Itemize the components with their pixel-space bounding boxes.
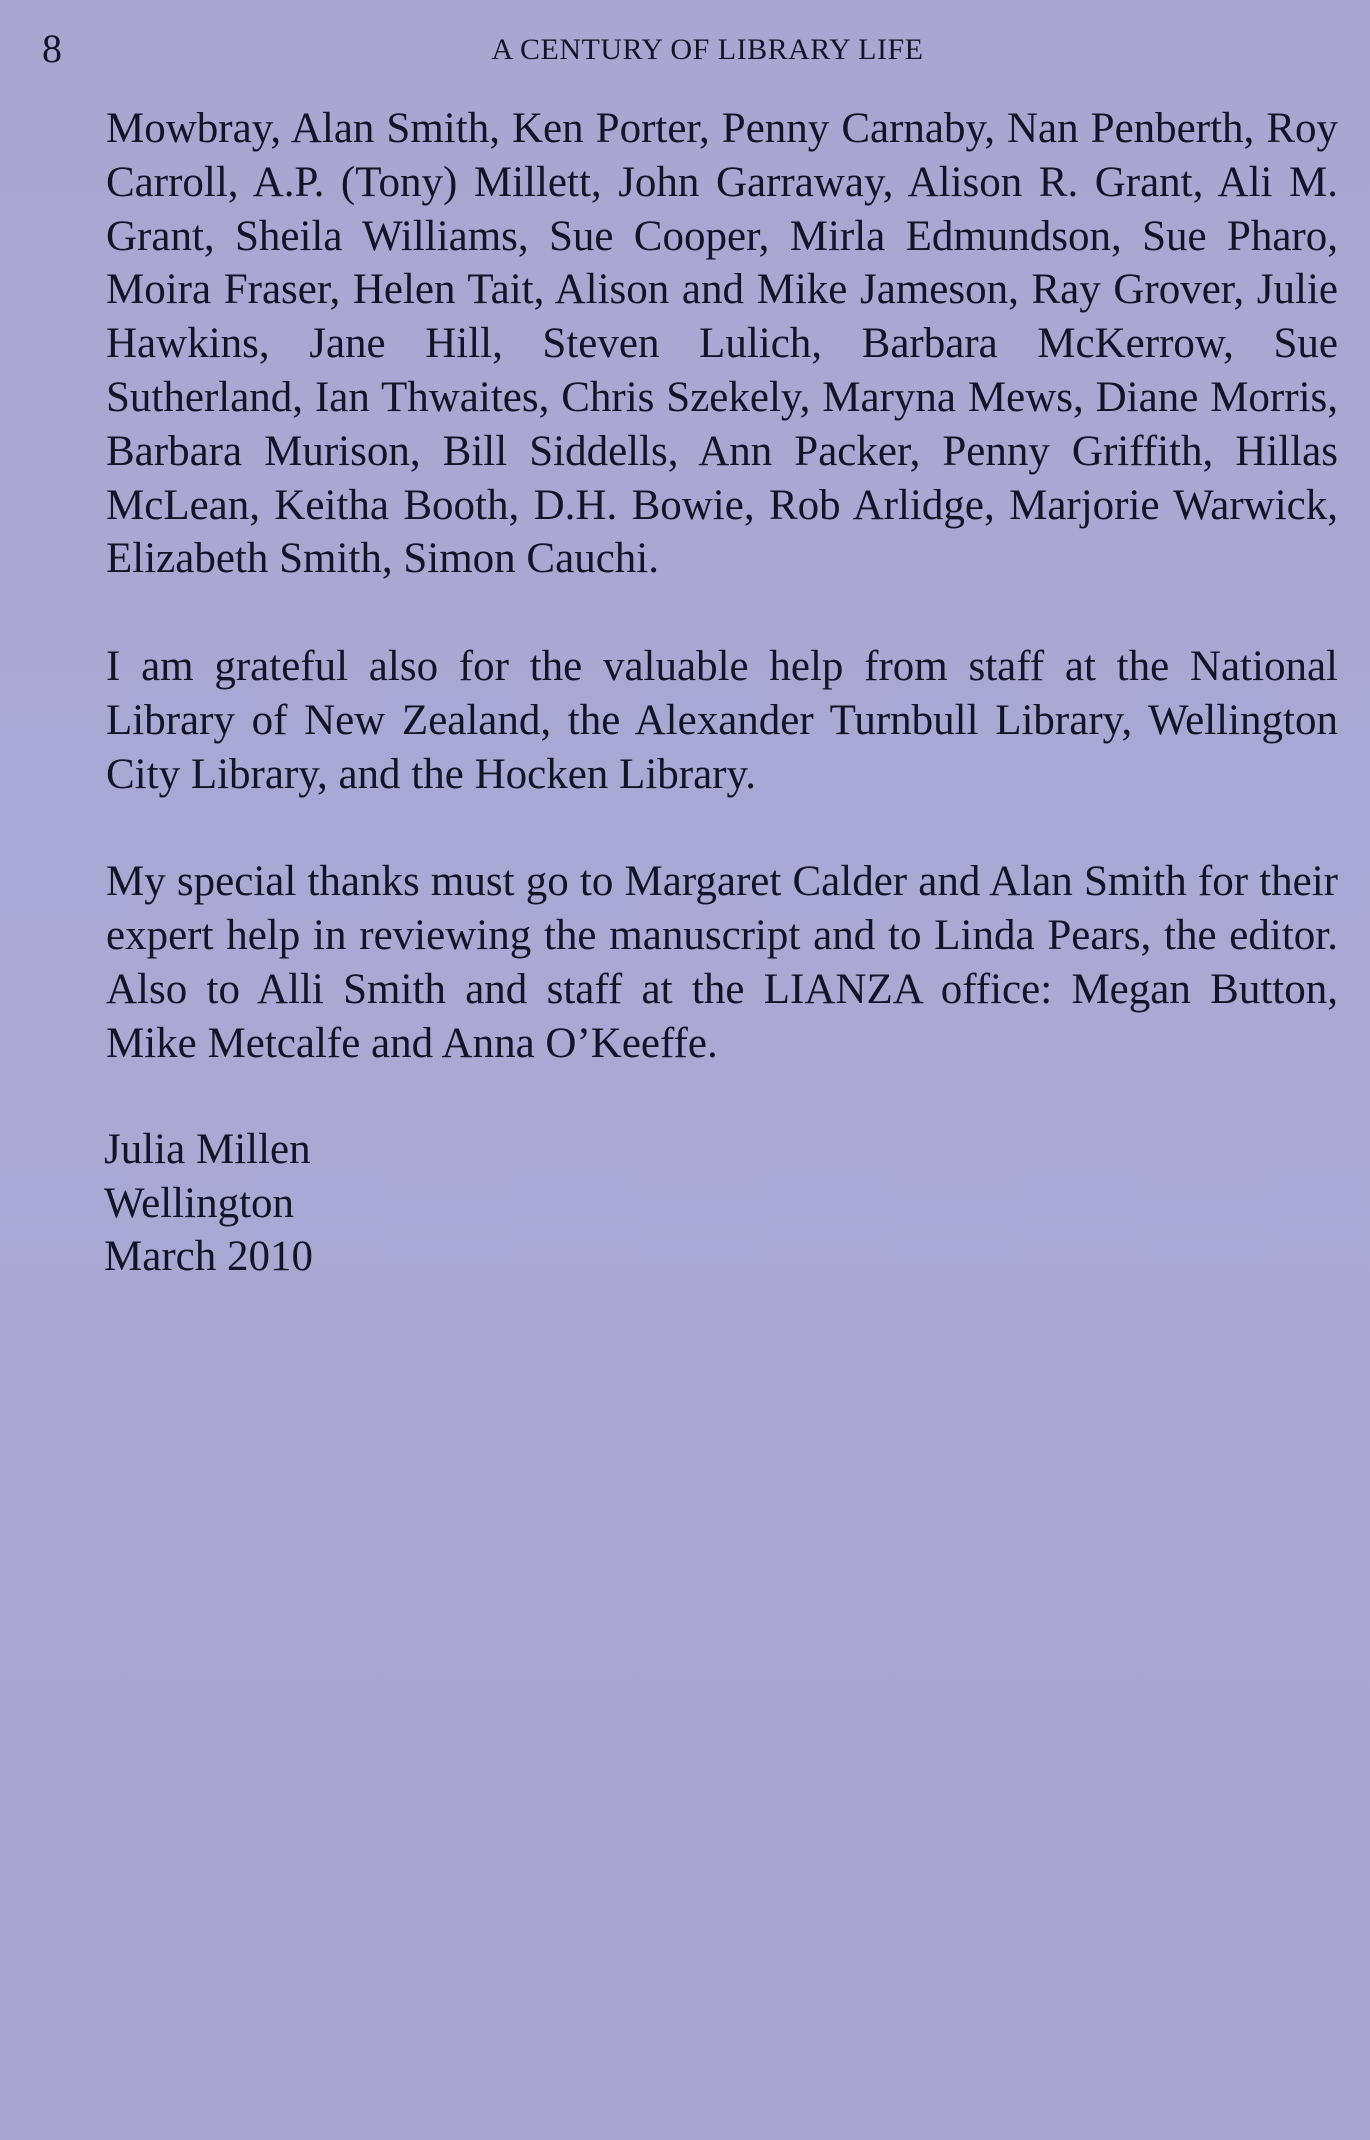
body-text bbox=[106, 102, 1338, 1124]
signature-block bbox=[104, 1123, 313, 1284]
paragraph-library-staff-thanks: I am grateful also for the valuable help from staff at the National Library of New Zealand, the Alexander Turnbull Library, Wellington City Library, and the Hocken Library. bbox=[106, 642, 1338, 798]
author-place: Wellington bbox=[104, 1179, 295, 1227]
running-head bbox=[0, 24, 1370, 74]
paragraph-acknowledgement-names: Mowbray, Alan Smith, Ken Porter, Penny Carnaby, Nan Penberth, Roy Carroll, A.P. (Tony) Millett, John Garraway, Alison R. Grant, Ali M. Grant, Sheila Williams, Sue Cooper, Mirla Edmundson, Sue Pharo, Moira Fraser, Helen Tait, Alison and Mike Jameson, Ray Grover, Julie Hawkins, Jane Hill, Steven Lulich, Barbara McKerrow, Sue Sutherland, Ian Thwaites, Chris Szekely, Maryna Mews, Diane Morris, Barbara Murison, Bill Siddells, Ann Packer, Penny Griffith, Hillas McLean, Keitha Booth, D.H. Bowie, Rob Arlidge, Marjorie Warwick, Elizabeth Smith, Simon Cauchi. bbox=[106, 105, 1338, 583]
author-name: Julia Millen bbox=[104, 1126, 311, 1173]
page-number: 8 bbox=[42, 26, 62, 71]
paragraph-special-thanks: My special thanks must go to Margaret Calder and Alan Smith for their expert help in reviewing the manuscript and to Linda Pears, the editor. Also to Alli Smith and staff at the LIANZA office: Megan Button, Mike Metcalfe and Anna O’Keeffe. bbox=[106, 858, 1338, 1067]
book-title: A CENTURY OF LIBRARY LIFE bbox=[491, 33, 924, 66]
signature-date: March 2010 bbox=[104, 1233, 313, 1280]
